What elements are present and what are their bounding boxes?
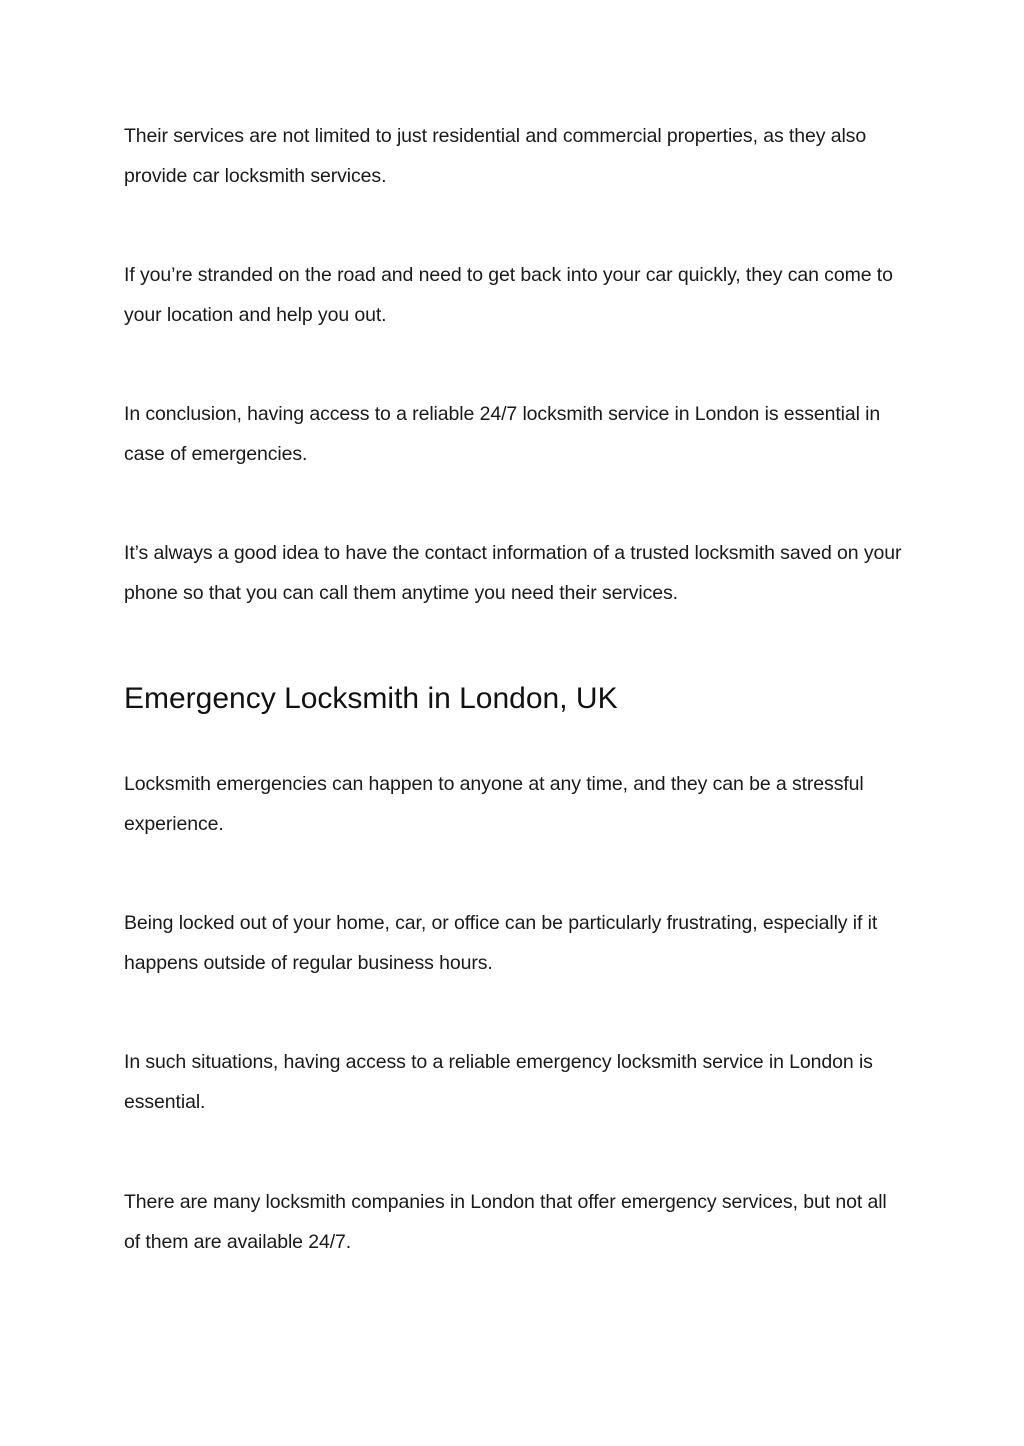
paragraph-car-locksmith: Their services are not limited to just residential and commercial properties, as they also provide car locksmith services. — [124, 125, 867, 187]
paragraph-stranded: If you’re stranded on the road and need to get back into your car quickly, they can come to your location and help you out. — [124, 264, 893, 326]
paragraph-locked-out: Being locked out of your home, car, or office can be particularly frustrating, especially if it happens outside of regular business hours. — [124, 912, 878, 974]
paragraph-companies: There are many locksmith companies in London that offer emergency services, but not all of them are available 24/7. — [124, 1191, 887, 1253]
paragraph-conclusion: In conclusion, having access to a reliable 24/7 locksmith service in London is essential in case of emergencies. — [124, 403, 881, 465]
paragraph-emergencies: Locksmith emergencies can happen to anyone at any time, and they can be a stressful experience. — [124, 773, 864, 835]
paragraph-reliable-service: In such situations, having access to a reliable emergency locksmith service in London is essential. — [124, 1051, 873, 1113]
paragraph-contact-info: It’s always a good idea to have the contact information of a trusted locksmith saved on your phone so that you can call them anytime you need their services. — [124, 542, 902, 604]
section-heading: Emergency Locksmith in London, UK — [124, 682, 618, 715]
